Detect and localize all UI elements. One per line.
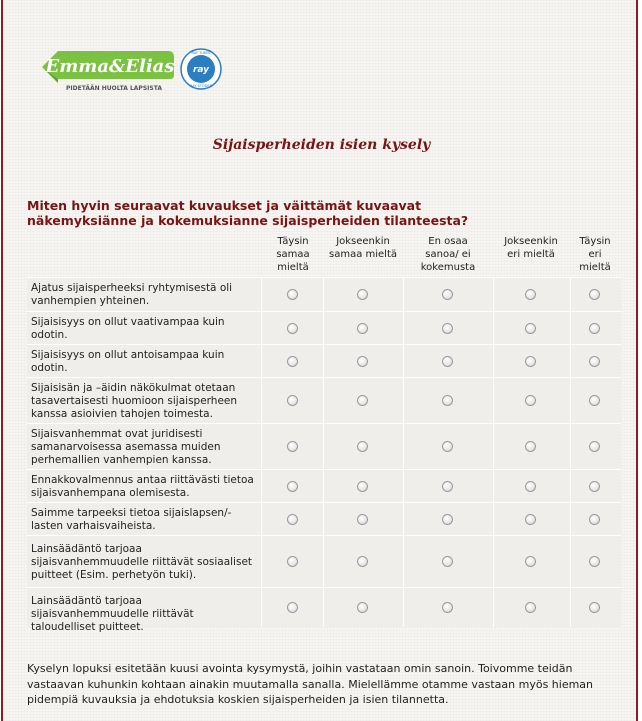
table-row [27, 535, 621, 587]
column-divider [323, 424, 324, 469]
radio-option-5[interactable] [589, 514, 600, 525]
radio-option-2[interactable] [357, 289, 368, 300]
column-divider [323, 345, 324, 377]
radio-option-2[interactable] [357, 356, 368, 367]
column-divider [570, 470, 571, 502]
radio-option-1[interactable] [287, 289, 298, 300]
column-divider [493, 503, 494, 535]
radio-option-3[interactable] [442, 395, 453, 406]
column-divider [261, 588, 262, 627]
column-divider [570, 345, 571, 377]
column-divider [403, 588, 404, 627]
radio-option-2[interactable] [357, 441, 368, 452]
column-divider [261, 278, 262, 311]
table-row [27, 277, 621, 311]
badge-ring-top: RAY TUKEE [191, 51, 211, 55]
column-header-1: Täysin samaa mieltä [276, 236, 310, 273]
column-divider [493, 278, 494, 311]
table-row [27, 502, 621, 535]
statement-text: Sijaisisyys on ollut antoisampaa kuin odotin. [31, 348, 225, 374]
column-divider [570, 503, 571, 535]
logo-tagline: PIDETÄÄN HUOLTA LAPSISTA [66, 85, 162, 92]
radio-option-2[interactable] [357, 481, 368, 492]
column-divider [403, 470, 404, 502]
emma-elias-logo [36, 45, 226, 95]
column-divider [323, 470, 324, 502]
column-header-3: En osaa sanoa/ ei kokemusta [420, 236, 476, 273]
radio-option-5[interactable] [589, 323, 600, 334]
column-divider [323, 312, 324, 344]
radio-option-4[interactable] [525, 514, 536, 525]
column-divider [403, 424, 404, 469]
column-divider [403, 345, 404, 377]
column-divider [323, 378, 324, 423]
radio-option-1[interactable] [287, 356, 298, 367]
radio-option-5[interactable] [589, 356, 600, 367]
column-divider [261, 536, 262, 587]
table-row [27, 469, 621, 502]
grid-header [27, 235, 621, 277]
radio-option-3[interactable] [442, 556, 453, 567]
table-row [27, 587, 621, 633]
radio-option-3[interactable] [442, 602, 453, 613]
column-divider [570, 312, 571, 344]
column-divider [570, 588, 571, 627]
radio-option-4[interactable] [525, 602, 536, 613]
column-divider [403, 536, 404, 587]
column-divider [493, 312, 494, 344]
radio-option-4[interactable] [525, 395, 536, 406]
statement-text: Sijaisvanhemmat ovat juridisesti samanarvoisessa asemassa muiden perhemallien vanhempien kanssa. [31, 427, 221, 466]
column-divider [323, 536, 324, 587]
radio-option-4[interactable] [525, 323, 536, 334]
radio-option-3[interactable] [442, 289, 453, 300]
table-row [27, 377, 621, 423]
radio-option-5[interactable] [589, 289, 600, 300]
column-divider [570, 424, 571, 469]
radio-option-5[interactable] [589, 441, 600, 452]
column-divider [261, 312, 262, 344]
radio-option-3[interactable] [442, 441, 453, 452]
column-divider [261, 345, 262, 377]
table-row [27, 344, 621, 377]
table-row [27, 423, 621, 469]
radio-option-3[interactable] [442, 323, 453, 334]
statement-text: Sijaisisän ja –äidin näkökulmat otetaan tasavertaisesti huomioon sijaisperheen kanssa asioivien tahojen toimesta. [31, 381, 238, 420]
radio-option-2[interactable] [357, 395, 368, 406]
radio-option-4[interactable] [525, 356, 536, 367]
column-divider [261, 424, 262, 469]
logo-wordmark: Emma&Elias [45, 56, 175, 77]
radio-option-1[interactable] [287, 481, 298, 492]
radio-option-2[interactable] [357, 602, 368, 613]
radio-option-5[interactable] [589, 395, 600, 406]
column-header-2: Jokseenkin samaa mieltä [328, 236, 397, 260]
radio-option-3[interactable] [442, 356, 453, 367]
column-divider [570, 278, 571, 311]
statement-text: Ennakkovalmennus antaa riittävästi tietoa sijaisvanhempana olemisesta. [31, 473, 254, 499]
column-divider [261, 378, 262, 423]
statement-text: Ajatus sijaisperheeksi ryhtymisestä oli vanhempien yhteinen. [31, 282, 233, 307]
footer-text: Kyselyn lopuksi esitetään kuusi avointa kysymystä, joihin vastataan omin sanoin. Toivomme teidän vastaavan kuhunkin kohtaan ainakin muutamalla sanalla. Mielellämme otamme vastaan myös hieman pidempiä kuvauksia ja ehdotuksia koskien sijaisperheiden ja isien tilannetta. [27, 662, 594, 706]
badge-ring-bottom: RAY STÖDER [189, 84, 213, 88]
statement-text: Lainsäädäntö tarjoaa sijaisvanhemmuudelle riittävät sosiaaliset puitteet (Esim. perhetyön tuki). [31, 542, 253, 581]
column-divider [493, 588, 494, 627]
statement-text: Sijaisisyys on ollut vaativampaa kuin odotin. [31, 315, 225, 341]
radio-option-1[interactable] [287, 441, 298, 452]
statement-text: Lainsäädäntö tarjoaa sijaisvanhemmuudelle riittävät taloudelliset puitteet. [31, 595, 194, 633]
radio-option-4[interactable] [525, 441, 536, 452]
column-divider [403, 503, 404, 535]
column-divider [570, 536, 571, 587]
column-divider [323, 588, 324, 627]
likert-grid [27, 235, 621, 633]
column-divider [493, 345, 494, 377]
column-header-4: Jokseenkin eri mieltä [504, 236, 558, 260]
radio-option-4[interactable] [525, 289, 536, 300]
column-divider [493, 536, 494, 587]
ray-badge-icon [181, 49, 221, 89]
column-header-5: Täysin eri mieltä [579, 236, 611, 273]
radio-option-3[interactable] [442, 481, 453, 492]
column-divider [570, 378, 571, 423]
radio-option-5[interactable] [589, 481, 600, 492]
column-divider [403, 378, 404, 423]
radio-option-2[interactable] [357, 556, 368, 567]
column-divider [323, 278, 324, 311]
table-row [27, 311, 621, 344]
radio-option-2[interactable] [357, 323, 368, 334]
survey-page [1, 0, 638, 721]
radio-option-4[interactable] [525, 481, 536, 492]
radio-option-4[interactable] [525, 556, 536, 567]
column-divider [261, 503, 262, 535]
badge-text: ray [192, 65, 210, 75]
radio-option-1[interactable] [287, 602, 298, 613]
survey-title: Sijaisperheiden isien kysely [212, 137, 431, 153]
statement-text: Saimme tarpeeksi tietoa sijaislapsen/-lasten varhaisvaiheista. [31, 506, 232, 532]
question-text: Miten hyvin seuraavat kuvaukset ja väittämät kuvaavat näkemyksiänne ja kokemuksianne sijaisperheiden tilanteesta? [27, 198, 469, 228]
radio-option-5[interactable] [589, 556, 600, 567]
column-divider [261, 470, 262, 502]
column-divider [493, 424, 494, 469]
radio-option-1[interactable] [287, 514, 298, 525]
column-divider [493, 470, 494, 502]
radio-option-1[interactable] [287, 395, 298, 406]
column-divider [403, 278, 404, 311]
radio-option-5[interactable] [589, 602, 600, 613]
radio-option-1[interactable] [287, 323, 298, 334]
grid-rows [27, 277, 621, 633]
radio-option-1[interactable] [287, 556, 298, 567]
radio-option-2[interactable] [357, 514, 368, 525]
column-divider [493, 378, 494, 423]
radio-option-3[interactable] [442, 514, 453, 525]
column-divider [403, 312, 404, 344]
column-divider [323, 503, 324, 535]
